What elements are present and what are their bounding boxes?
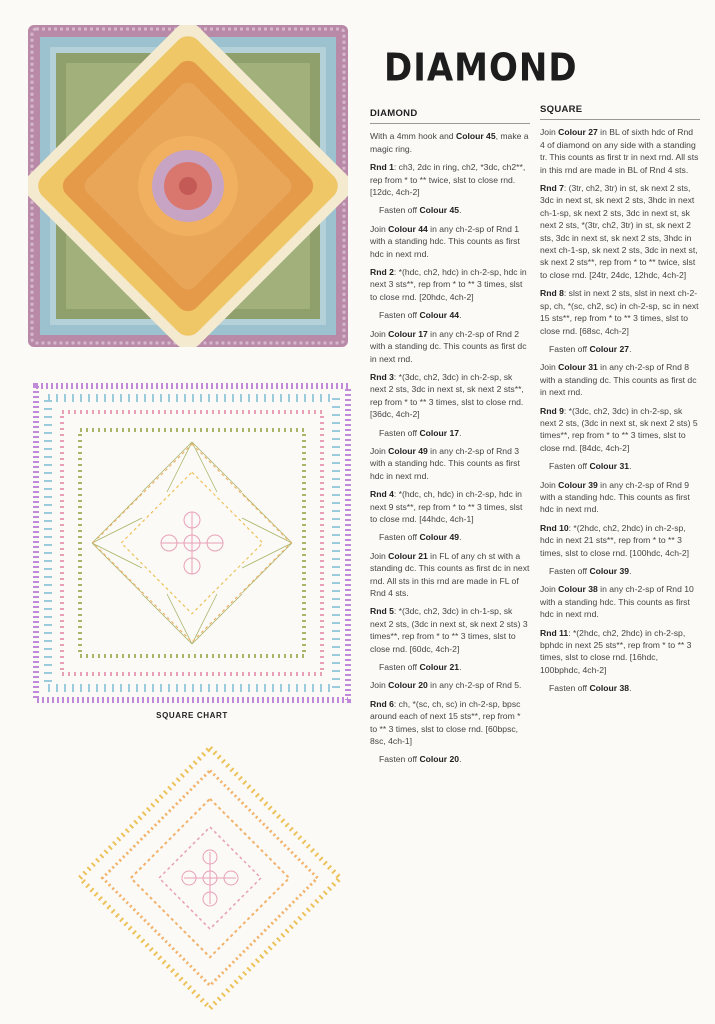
- instruction-paragraph: Join Colour 39 in any ch-2-sp of Rnd 9 with a standing hdc. This counts as first hdc in next rnd.: [540, 479, 690, 515]
- square-chart: [32, 382, 352, 704]
- instruction-paragraph: Rnd 6: ch, *(sc, ch, sc) in ch-2-sp, bpsc around each of next 15 sts**, rep from * to ** 3 times, slst to close rnd. [60bpsc, 8sc, 4ch-1]: [370, 698, 521, 747]
- fasten-off-note: Fasten off Colour 45.: [379, 205, 462, 216]
- instruction-paragraph: Rnd 4: *(hdc, ch, hdc) in ch-2-sp, hdc in next 9 sts**, rep from * to ** 3 times, slst to close rnd. [44hdc, 4ch-1]: [370, 489, 523, 524]
- instruction-paragraph: Rnd 3: *(3dc, ch2, 3dc) in ch-2-sp, sk next 2 sts, 3dc in next st, sk next 2 sts**, rep from * to ** 3 times, slst to close rnd. [36dc, 4ch-2]: [370, 371, 524, 420]
- fasten-off-note: Fasten off Colour 21.: [379, 662, 462, 673]
- chart-caption: SQUARE CHART: [156, 711, 228, 720]
- instruction-paragraph: Rnd 11: *(2hdc, ch2, 2hdc) in ch-2-sp, bphdc in next 25 sts**, rep from * to ** 3 times, slst to close rnd. [16hdc, 100bphdc, 4ch-2]: [540, 627, 692, 675]
- fasten-off-note: Fasten off Colour 31.: [549, 461, 632, 472]
- fasten-off-note: Fasten off Colour 27.: [549, 343, 632, 354]
- diamond-heading: DIAMOND: [370, 108, 530, 124]
- instruction-paragraph: Rnd 8: slst in next 2 sts, slst in next ch-2-sp, ch, *(sc, ch2, sc) in ch-2-sp, sc in next 15 sts**, rep from * to ** 3 times, slst to close rnd. [68sc, 4ch-2]: [540, 288, 699, 336]
- square-heading: SQUARE: [540, 104, 700, 120]
- instruction-paragraph: Join Colour 31 in any ch-2-sp of Rnd 8 with a standing dc. This counts as first dc in next rnd.: [540, 362, 697, 398]
- instruction-paragraph: Join Colour 49 in any ch-2-sp of Rnd 3 with a standing hdc. This counts as first hdc in next rnd.: [370, 445, 520, 481]
- square-steps: [540, 126, 700, 694]
- square-instructions: [540, 104, 700, 701]
- instruction-paragraph: Join Colour 17 in any ch-2-sp of Rnd 2 with a standing dc. This counts as first dc in next rnd.: [370, 328, 527, 364]
- instruction-paragraph: Join Colour 21 in FL of any ch st with a standing dc. This counts as first dc in next rnd. All sts in this rnd are made in FL of Rnd 4 sts.: [370, 550, 530, 598]
- fasten-off-note: Fasten off Colour 44.: [379, 310, 462, 321]
- instruction-paragraph: Join Colour 38 in any ch-2-sp of Rnd 10 with a standing hdc. This counts as first hdc in next rnd.: [540, 584, 694, 620]
- fasten-off-note: Fasten off Colour 49.: [379, 532, 462, 543]
- instruction-paragraph: Rnd 7: (3tr, ch2, 3tr) in st, sk next 2 sts, 3dc in next st, sk next 2 sts, 3hdc in next ch-1-sp, sk next 2 sts, 3dc in next st, sk next 2 sts, *(3tr, ch2, 3tr) in st, sk next 2 sts, 3dc in next st, sk next 2 sts, 3hdc in next ch-1-sp, sk next 2 sts, 3dc in next st, sk next 2 sts**, rep from * to ** twice, slst to close rnd. [24tr, 24dc, 12hdc, 4ch-2]: [540, 183, 698, 280]
- instruction-paragraph: Join Colour 27 in BL of sixth hdc of Rnd 4 of diamond on any side with a standing tr. This counts as first tr in next rnd. All sts in this rnd are made in BL of Rnd 4 sts.: [540, 127, 699, 175]
- diamond-chart: [74, 742, 346, 1014]
- page-title: DIAMOND: [384, 46, 578, 91]
- instruction-paragraph: Join Colour 20 in any ch-2-sp of Rnd 5.: [370, 680, 522, 691]
- chart-pink-center: [161, 512, 223, 574]
- instruction-paragraph: Rnd 2: *(hdc, ch2, hdc) in ch-2-sp, hdc in next 3 sts**, rep from * to ** 3 times, slst to close rnd. [20hdc, 4ch-2]: [370, 267, 527, 302]
- diamond-instructions: [370, 108, 530, 772]
- fasten-off-note: Fasten off Colour 39.: [549, 566, 632, 576]
- instruction-paragraph: Rnd 9: *(3dc, ch2, 3dc) in ch-2-sp, sk next 2 sts, (3dc in next st, sk next 2 sts) 5 times**, rep from * to ** 3 times, slst to close rnd. [84dc, 4ch-2]: [540, 405, 698, 453]
- instruction-paragraph: Join Colour 44 in any ch-2-sp of Rnd 1 with a standing hdc. This counts as first hdc in next rnd.: [370, 223, 520, 259]
- fasten-off-note: Fasten off Colour 20.: [379, 754, 462, 765]
- instruction-paragraph: Rnd 5: *(3dc, ch2, 3dc) in ch-1-sp, sk next 2 sts, (3dc in next st, sk next 2 sts) 3 times**, rep from * to ** 3 times, slst to close rnd. [60dc, 4ch-2]: [370, 606, 528, 654]
- diamond-steps: [370, 161, 530, 766]
- instruction-paragraph: Rnd 1: ch3, 2dc in ring, ch2, *3dc, ch2**, rep from * to ** twice, slst to close rnd. [12dc, 4ch-2]: [370, 162, 526, 198]
- fasten-off-note: Fasten off Colour 17.: [379, 427, 462, 438]
- fasten-off-note: Fasten off Colour 38.: [549, 683, 632, 694]
- diamond-chart-pink-center: [182, 850, 238, 906]
- crochet-square-photo: [28, 25, 348, 347]
- instruction-paragraph: Rnd 10: *(2hdc, ch2, 2hdc) in ch-2-sp, hdc in next 21 sts**, rep from * to ** 3 times, slst to close rnd. [100hdc, 4ch-2]: [540, 522, 690, 558]
- diamond-intro: With a 4mm hook and Colour 45, make a magic ring.: [370, 131, 529, 154]
